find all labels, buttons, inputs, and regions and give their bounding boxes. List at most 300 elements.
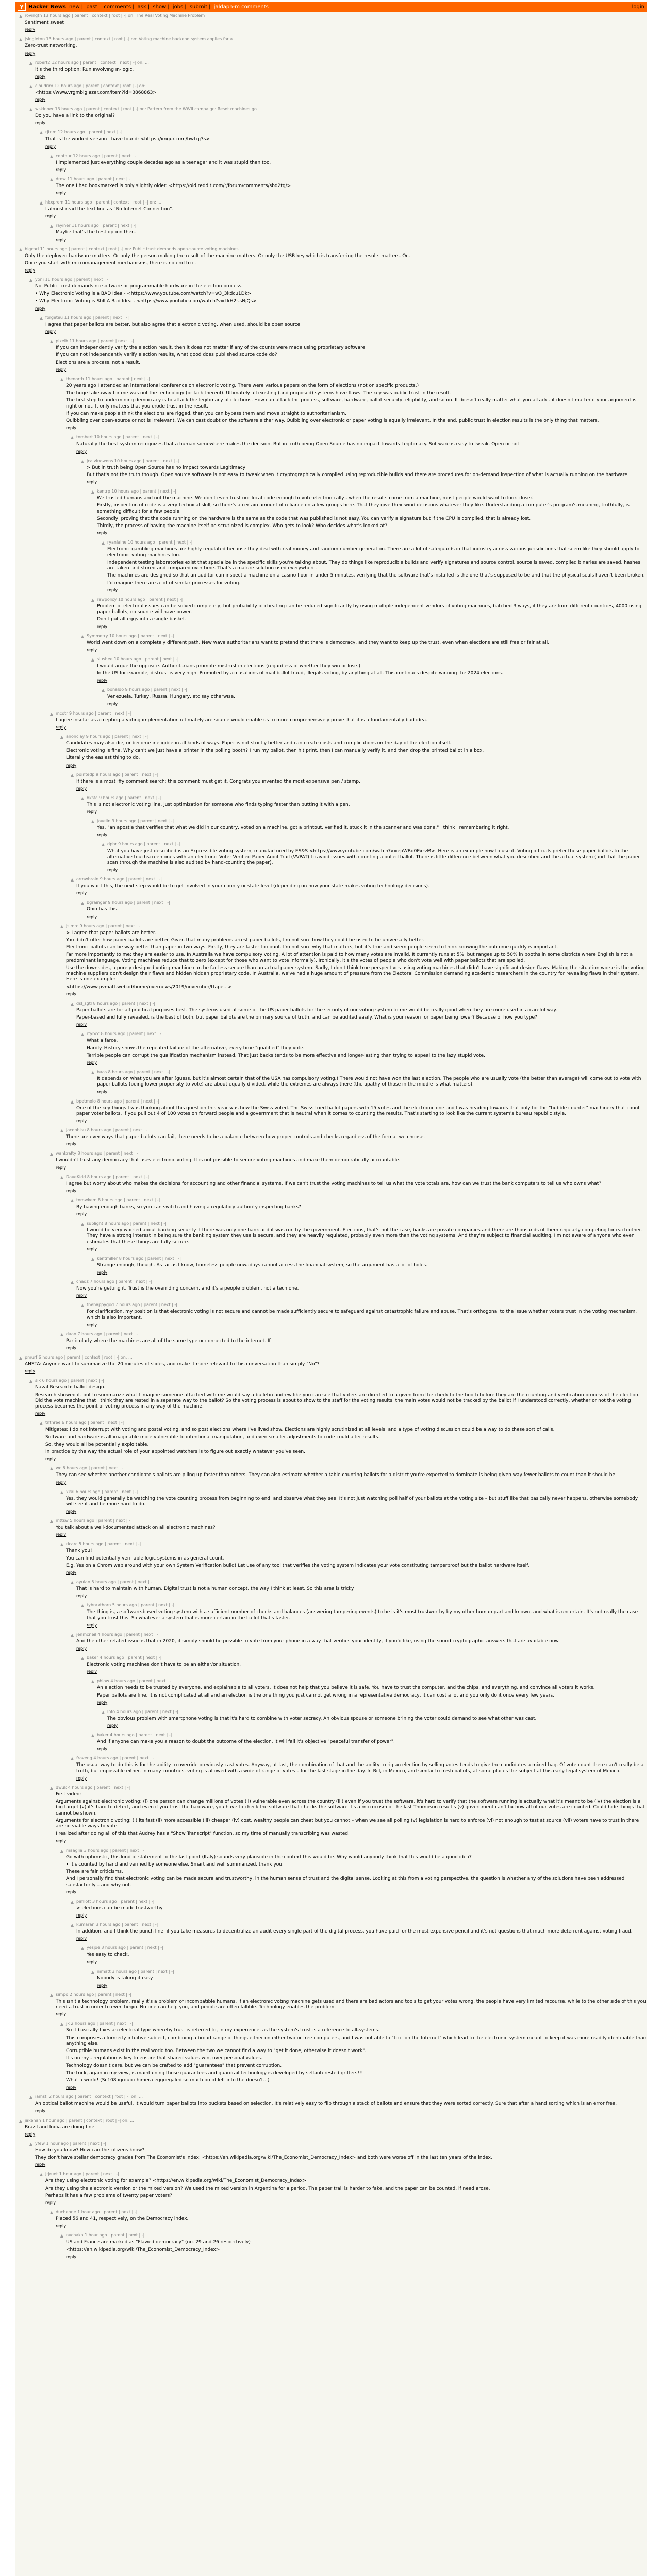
upvote-arrow-icon[interactable]: ▲	[91, 819, 95, 824]
comment-header[interactable]: bigcarl 11 hours ago | parent | context | root | -| on: Public trust demands open-source voting machines	[25, 246, 239, 251]
reply-link[interactable]: reply	[66, 2254, 77, 2259]
comment-paragraph: Mitigates: I do not interrupt with voting and postal voting, and so post elections where I've lived show. Elections are highly scrutinized at all levels, and a type of voting discussion could be a way to do these sort of calls.	[45, 1427, 555, 1433]
upvote-arrow-icon[interactable]: ▲	[60, 1848, 64, 1853]
reply-link[interactable]: reply	[87, 1060, 97, 1065]
comment-paragraph: Research showed it. but to summarize what I imagine someone attached with me would say a bulletin andrew like you can see that voters are directed to a given from the check to the booth before they are the counting and verification process of the election. Did the vote machine that I think they are rested in a separate way to the ballot? So the voting process is about to show to the staff for the voting results, the main votes would not be tracked by the ballot if I understood correctly, whether or not the voting process becomes the point of voting process in any way of the machine.	[35, 1392, 640, 1409]
comment-header[interactable]: jk 2 hours ago | parent | next | -|	[66, 2021, 133, 2026]
upvote-arrow-icon[interactable]: ▲	[70, 435, 74, 440]
reply-link[interactable]: reply	[76, 1775, 87, 1781]
reply-link[interactable]: reply	[25, 2131, 36, 2137]
upvote-arrow-icon[interactable]: ▲	[49, 1785, 54, 1790]
comment-body	[25, 43, 647, 49]
reply-link[interactable]: reply	[66, 1889, 77, 1894]
upvote-arrow-icon[interactable]: ▲	[91, 657, 95, 662]
comment-header[interactable]: mmatt 3 hours ago | parent | next | -|	[97, 1969, 174, 1974]
reply-link[interactable]: reply	[76, 786, 87, 791]
upvote-arrow-icon[interactable]: ▲	[49, 1519, 54, 1523]
reply-link[interactable]: reply	[35, 2162, 46, 2167]
comment-header[interactable]: Symmetry 10 hours ago | parent | next | -|	[87, 633, 174, 638]
reply-link[interactable]: reply	[66, 426, 77, 431]
comment-header[interactable]: arrowbrain 9 hours ago | parent | next | -|	[76, 877, 162, 882]
comment-header[interactable]: maaglia 3 hours ago | parent | next | -|	[66, 1848, 146, 1853]
upvote-arrow-icon[interactable]: ▲	[80, 795, 85, 801]
comment-header[interactable]: tomwkem 8 hours ago | parent | next | -|	[76, 1197, 160, 1202]
comment-paragraph: By having enough banks, so you can switch and having a regulatory authority inspecting banks?	[76, 1204, 301, 1210]
reply-link[interactable]: reply	[87, 809, 97, 814]
upvote-arrow-icon[interactable]: ▲	[70, 1001, 74, 1006]
comment-header[interactable]: jakehan 1 hour ago | parent | context | root | -| on: ...	[25, 2117, 134, 2123]
upvote-arrow-icon[interactable]: ▲	[70, 1632, 74, 1637]
comment-body	[66, 2028, 647, 2083]
upvote-arrow-icon[interactable]: ▲	[80, 1946, 85, 1951]
comment-header[interactable]: bpetmolo 8 hours ago | parent | next | -|	[76, 1098, 159, 1104]
comment-body	[87, 1952, 647, 1958]
reply-link[interactable]: reply	[87, 1669, 97, 1674]
upvote-arrow-icon[interactable]: ▲	[29, 107, 33, 112]
upvote-arrow-icon[interactable]: ▲	[91, 1070, 95, 1075]
reply-link[interactable]: reply	[87, 647, 97, 652]
upvote-arrow-icon[interactable]: ▲	[80, 901, 85, 906]
comment	[15, 1921, 647, 1944]
upvote-arrow-icon[interactable]: ▲	[49, 1466, 54, 1471]
upvote-arrow-icon[interactable]: ▲	[60, 1489, 64, 1495]
upvote-arrow-icon[interactable]: ▲	[70, 1198, 74, 1203]
comment-body	[35, 90, 647, 96]
reply-link[interactable]: reply	[56, 2224, 67, 2229]
reply-link[interactable]: reply	[56, 167, 67, 172]
upvote-arrow-icon[interactable]: ▲	[19, 2118, 23, 2123]
comment-body	[97, 825, 647, 831]
comment-body	[35, 67, 647, 73]
comment-body	[87, 1609, 647, 1621]
comment-paragraph: For clarification, my position is that electronic voting is not secure and cannot be made sufficiently secure to safeguard against catastrophic failure and abuse. That's orthogonal to the issue whether voters trust in the voting mechanism, which is also important.	[87, 1309, 637, 1320]
upvote-arrow-icon[interactable]: ▲	[49, 154, 54, 159]
comment-header[interactable]: bgrainger 9 hours ago | parent | next | -|	[87, 900, 170, 905]
reply-link[interactable]: reply	[25, 50, 36, 56]
upvote-arrow-icon[interactable]: ▲	[101, 1709, 105, 1715]
reply-link[interactable]: reply	[35, 97, 46, 102]
upvote-arrow-icon[interactable]: ▲	[39, 315, 43, 320]
reply-link[interactable]: reply	[87, 1959, 97, 1964]
comment-header[interactable]: dwuk 4 hours ago | parent | next | -|	[56, 1785, 130, 1790]
upvote-arrow-icon[interactable]: ▲	[101, 842, 105, 848]
comment	[15, 632, 647, 655]
comment-header[interactable]: wahkrafty 8 hours ago | parent | next | -|	[56, 1151, 140, 1156]
reply-link[interactable]: reply	[97, 1089, 108, 1094]
top-nav: new | past | comments | ask | show | jobs | submit | jaldaph-m comments	[69, 4, 269, 10]
comment-paragraph: Far more importantly to me: they are easier to use. In Australia we have compulsory voting. A lot of attention is paid to how many votes are invalid. It currently runs at 5%, but ranges up to 50% in booths in some districts where English is not a predominant language. Voting machines reduce that to zero (except for those who want to vote informally). Ironically, it's the votes of people who don't vote well with paper ballots that are spoiled.	[66, 952, 633, 963]
nav-show[interactable]: show	[153, 4, 167, 10]
reply-link[interactable]: reply	[56, 1838, 67, 1843]
comment-header[interactable]: centaur 12 hours ago | parent | next | -|	[56, 153, 138, 158]
comment	[15, 1030, 647, 1068]
reply-link[interactable]: reply	[66, 991, 77, 996]
upvote-arrow-icon[interactable]: ▲	[91, 1969, 95, 1974]
comment-header[interactable]: forgeteu 11 hours ago | parent | next | -|	[45, 315, 129, 320]
reply-link[interactable]: reply	[87, 914, 97, 919]
upvote-arrow-icon[interactable]: ▲	[80, 1656, 85, 1660]
comment-body	[56, 183, 647, 189]
upvote-arrow-icon[interactable]: ▲	[60, 2233, 64, 2239]
upvote-arrow-icon[interactable]: ▲	[60, 1128, 64, 1133]
reply-link[interactable]: reply	[76, 449, 87, 454]
upvote-arrow-icon[interactable]: ▲	[70, 1280, 74, 1284]
upvote-arrow-icon[interactable]: ▲	[29, 1379, 33, 1384]
upvote-arrow-icon[interactable]: ▲	[29, 278, 33, 282]
comment-header[interactable]: ryanlaine 10 hours ago | parent | next | -|	[107, 540, 193, 545]
upvote-arrow-icon[interactable]: ▲	[60, 1175, 64, 1180]
reply-link[interactable]: reply	[45, 2200, 56, 2205]
reply-link[interactable]: reply	[97, 678, 108, 683]
upvote-arrow-icon[interactable]: ▲	[60, 2022, 64, 2027]
reply-link[interactable]: reply	[35, 1411, 46, 1416]
comment-header[interactable]: DaveKidd 8 hours ago | parent | next | -|	[66, 1174, 150, 1179]
comment-header[interactable]: sik 6 hours ago | parent | next | -|	[35, 1378, 104, 1383]
upvote-arrow-icon[interactable]: ▲	[91, 1679, 95, 1684]
comment-header[interactable]: jsimrc 9 hours ago | parent | next | -|	[66, 923, 142, 928]
comment	[15, 198, 647, 222]
comment-header[interactable]: jrjruet 1 hour ago | parent | next | -|	[45, 2172, 119, 2177]
reply-link[interactable]: reply	[35, 121, 46, 126]
comment-body	[66, 1496, 647, 1508]
reply-link[interactable]: reply	[97, 1747, 108, 1752]
upvote-arrow-icon[interactable]: ▲	[49, 339, 54, 344]
comment-header[interactable]: cloudrim 12 hours ago | parent | context | root | -| on: ...	[35, 83, 151, 88]
comment	[15, 1149, 647, 1173]
comment-body	[76, 1008, 647, 1021]
comment-header[interactable]: ricarc 5 hours ago | parent | next | -|	[66, 1541, 141, 1547]
comment-paragraph: Thirdly, the process of having the machine itself be scrutinized is complex. Who gets to look? Who decides what's looked at?	[97, 523, 388, 529]
comment-paragraph: Thank you!	[66, 1548, 92, 1554]
comment-header[interactable]: kumaran 3 hours ago | parent | next | -|	[76, 1922, 158, 1927]
comment	[15, 152, 647, 175]
upvote-arrow-icon[interactable]: ▲	[29, 2095, 33, 2100]
comment-paragraph: Paper ballots are for all practical purposes best. The systems used at some of the US paper ballots for the security of our voting system to me would be really good when they are more used in a careful way.	[76, 1007, 557, 1013]
reply-link[interactable]: reply	[66, 762, 77, 768]
upvote-arrow-icon[interactable]: ▲	[60, 377, 64, 382]
comment-paragraph: They don't have stellar democracy grades from The Economist's index: <https://en.wikipedia.org/wiki/The_Economist_Democracy_Index> and both were worse off in the last ten years of the index.	[35, 2155, 492, 2160]
comment-paragraph: The first step to undermining democracy is to attack the legitimacy of elections. How can attack the process, software, hardware, ballot security, eligibility, and so on. It doesn't really matter what you attack - it doesn't matter if your argument is right or not. It only matters that you erode trust in the result.	[66, 398, 637, 409]
comment-paragraph: The thing is, a software-based voting system with a sufficient number of checks and balances (answering tampering events) to be is it's most trustworthy by my other human part and known, and what is uncertain. It's not really the case that you trust this. So whatever a system that is more certain in the ballot that's faster.	[87, 1609, 638, 1621]
comment-header[interactable]: rovingth 13 hours ago | parent | context | root | -| on: The Real Voting Machine Problem	[25, 13, 205, 18]
reply-link[interactable]: reply	[66, 1142, 77, 1147]
comment-header[interactable]: kentrp 10 hours ago | parent | next | -|	[97, 489, 176, 494]
comment-paragraph: But that's not the truth though. Open source software is not easy to tweak when it cryptographically complied using reproducible builds and there are procedures for on-demand inspection of what is actually running on the hardware.	[87, 472, 629, 478]
y-logo-icon[interactable]: Y	[18, 3, 26, 11]
upvote-arrow-icon[interactable]: ▲	[39, 1421, 43, 1426]
upvote-arrow-icon[interactable]: ▲	[60, 1332, 64, 1337]
comment-paragraph: There are ever ways that paper ballots can fail, there needs to be a balance between how proper controls and checks regardless of the format we choose.	[66, 1134, 425, 1140]
comment-paragraph: Sentiment sweet	[25, 20, 64, 25]
comment-header[interactable]: hkstc 9 hours ago | parent | next | -|	[87, 795, 161, 800]
comment-header[interactable]: anonclay 9 hours ago | parent | next | -|	[66, 734, 148, 739]
upvote-arrow-icon[interactable]: ▲	[80, 1603, 85, 1608]
reply-link[interactable]: reply	[76, 1913, 87, 1918]
comment	[15, 1991, 647, 2020]
upvote-arrow-icon[interactable]: ▲	[39, 200, 43, 205]
comment-header[interactable]: tnthree 6 hours ago | parent | next | -|	[45, 1420, 124, 1426]
comment-body	[25, 1362, 647, 1367]
reply-link[interactable]: reply	[97, 531, 108, 536]
upvote-arrow-icon[interactable]: ▲	[39, 130, 43, 135]
comment-paragraph: No. Public trust demands no software or programmable hardware in the election process.	[35, 284, 243, 289]
hn-page	[15, 2, 647, 2576]
reply-link[interactable]: reply	[56, 1532, 67, 1537]
reply-link[interactable]: reply	[97, 1700, 108, 1705]
upvote-arrow-icon[interactable]: ▲	[49, 1992, 54, 1997]
comment-header[interactable]: tybraxthorn 5 hours ago | parent | next | -|	[87, 1603, 175, 1608]
comment	[15, 875, 647, 899]
comment-paragraph: > But in truth being Open Source has no impact towards Legitimacy	[87, 465, 246, 470]
comment	[15, 337, 647, 375]
comment	[15, 1097, 647, 1127]
reply-link[interactable]: reply	[97, 1982, 108, 1988]
comment-header[interactable]: phlow 4 hours ago | parent | next | -|	[97, 1679, 173, 1684]
upvote-arrow-icon[interactable]: ▲	[70, 877, 74, 882]
nav-jobs[interactable]: jobs	[172, 4, 184, 10]
comment-header[interactable]: pixelb 11 hours ago | parent | next | -|	[56, 338, 135, 343]
comment	[15, 1601, 647, 1631]
reply-link[interactable]: reply	[56, 237, 67, 242]
comment-header[interactable]: yoni 11 hours ago | parent | next | -|	[35, 277, 110, 282]
comment-header[interactable]: thenorth 11 hours ago | parent | next | -|	[66, 376, 150, 381]
upvote-arrow-icon[interactable]: ▲	[70, 1099, 74, 1104]
comment	[15, 1944, 647, 1967]
comment	[15, 1488, 647, 1517]
reply-link[interactable]: reply	[87, 1622, 97, 1628]
comment-header[interactable]: rayiner 11 hours ago | parent | next | -|	[56, 223, 137, 228]
upvote-arrow-icon[interactable]: ▲	[19, 1355, 23, 1360]
reply-link[interactable]: reply	[97, 833, 108, 838]
comment-header[interactable]: jacobbisu 8 hours ago | parent | next | -|	[66, 1128, 149, 1132]
comment-paragraph: You didn't offer how paper ballots are better. Given that many problems arrest paper ballots, I'm not sure how they could be used to be universally better.	[66, 937, 425, 943]
comment-header[interactable]: thehappygod 7 hours ago | parent | next | -|	[87, 1302, 177, 1308]
comment-paragraph: In practice by the way the actual role of your appointed watchers is to figure out exactly whatever you've seen.	[45, 1449, 305, 1454]
reply-link[interactable]: reply	[87, 480, 97, 484]
comment	[15, 1353, 647, 1377]
reply-link[interactable]: reply	[107, 701, 118, 706]
comment-header[interactable]: rtybcc 8 hours ago | parent | next | -|	[87, 1031, 163, 1037]
upvote-arrow-icon[interactable]: ▲	[80, 1032, 85, 1037]
upvote-arrow-icon[interactable]: ▲	[70, 1580, 74, 1585]
reply-link[interactable]: reply	[45, 1456, 56, 1462]
reply-link[interactable]: reply	[76, 1936, 87, 1941]
login-link[interactable]: login	[632, 4, 644, 10]
comment-header[interactable]: hkxprem 11 hours ago | parent | context | root | -| on: ...	[45, 200, 162, 205]
comment-header[interactable]: slushee 10 hours ago | parent | next | -|	[97, 656, 179, 662]
comment-header[interactable]: chadz 7 hours ago | parent | next | -|	[76, 1279, 152, 1284]
upvote-arrow-icon[interactable]: ▲	[39, 2172, 43, 2177]
comment-header[interactable]: jcalvinowens 10 hours ago | parent | next | -|	[87, 458, 179, 463]
comment-header[interactable]: yfew 1 hour ago | parent | next | -|	[35, 2141, 106, 2146]
upvote-arrow-icon[interactable]: ▲	[101, 688, 105, 693]
comment-body	[87, 1038, 647, 1059]
reply-link[interactable]: reply	[45, 214, 56, 219]
comment-paragraph: E.g. Yes on a Chrom web around with your own System Verification build! Let use of any tool that verifies the voting system indicates your vote constituting tamperproof but the ballot hardware itself.	[66, 1563, 529, 1568]
upvote-arrow-icon[interactable]: ▲	[49, 1151, 54, 1157]
comment-header[interactable]: tombert 10 hours ago | parent | next | -|	[76, 435, 159, 440]
site-title[interactable]: Hacker News	[28, 4, 66, 10]
upvote-arrow-icon[interactable]: ▲	[101, 540, 105, 546]
comment-header[interactable]: ayulan 5 hours ago | parent | next | -|	[76, 1580, 154, 1584]
upvote-arrow-icon[interactable]: ▲	[29, 2141, 33, 2146]
reply-link[interactable]: reply	[56, 2012, 67, 2017]
reply-link[interactable]: reply	[25, 27, 36, 32]
comment-header[interactable]: pimlott 3 hours ago | parent | next | -|	[76, 1899, 155, 1904]
reply-link[interactable]: reply	[97, 1270, 108, 1275]
reply-link[interactable]: reply	[76, 1022, 87, 1027]
reply-link[interactable]: reply	[76, 1212, 87, 1216]
reply-link[interactable]: reply	[66, 1346, 77, 1350]
comment-header[interactable]: mcotr 9 hours ago | parent | next | -|	[56, 710, 131, 716]
nav-new[interactable]: new	[69, 4, 80, 10]
comment-paragraph: Do you have a link to the original?	[35, 113, 115, 118]
comment-paragraph: I implemented just everything couple decades ago as a teenager and it was stupid then too.	[56, 160, 271, 165]
upvote-arrow-icon[interactable]: ▲	[91, 1256, 95, 1261]
comment-paragraph: Terrible people can corrupt the qualification mechanism instead. That just backs tends to be more effective and longer-lasting than trying to appeal to the lazy stupid vote.	[87, 1053, 485, 1058]
nav-comments[interactable]: comments	[104, 4, 131, 10]
nav-ask[interactable]: ask	[137, 4, 146, 10]
comment	[15, 596, 647, 632]
comment-header[interactable]: duchenne 1 hour ago | parent | next | -|	[56, 2210, 138, 2214]
comment	[15, 433, 647, 456]
upvote-arrow-icon[interactable]: ▲	[29, 83, 33, 89]
upvote-arrow-icon[interactable]: ▲	[60, 734, 64, 739]
reply-link[interactable]: reply	[76, 1646, 87, 1651]
reply-link[interactable]: reply	[45, 329, 56, 334]
upvote-arrow-icon[interactable]: ▲	[19, 14, 23, 19]
comment-header[interactable]: bonaldo 9 hours ago | parent | next | -|	[107, 687, 188, 692]
upvote-arrow-icon[interactable]: ▲	[49, 177, 54, 182]
reply-link[interactable]: reply	[97, 624, 108, 629]
comment-header[interactable]: wc 6 hours ago | parent | next | -|	[56, 1466, 125, 1471]
nav-submit[interactable]: submit	[189, 4, 208, 10]
comment-header[interactable]: jenmcneil 4 hours ago | parent | next | -|	[76, 1632, 160, 1637]
reply-link[interactable]: reply	[66, 2085, 77, 2090]
comment	[15, 1968, 647, 1991]
reply-link[interactable]: reply	[45, 144, 56, 149]
nav-past[interactable]: past	[86, 4, 97, 10]
reply-link[interactable]: reply	[76, 1594, 87, 1599]
comment-paragraph: Once you start with micromanagement mechanisms, there is no end to it.	[25, 260, 197, 266]
reply-link[interactable]: reply	[56, 191, 67, 195]
comment-header[interactable]: drew 11 hours ago | parent | next | -|	[56, 176, 132, 181]
upvote-arrow-icon[interactable]: ▲	[49, 224, 54, 229]
comment	[15, 12, 647, 35]
reply-link[interactable]: reply	[107, 587, 118, 592]
reply-link[interactable]: reply	[56, 724, 67, 730]
comment-header[interactable]: javelin 9 hours ago | parent | next | -|	[97, 819, 174, 823]
upvote-arrow-icon[interactable]: ▲	[80, 459, 85, 464]
reply-link[interactable]: reply	[76, 891, 87, 896]
comment-header[interactable]: kentmiller 8 hours ago | parent | next | -|	[97, 1256, 181, 1261]
comment-paragraph: Elections are a process, not a result.	[56, 360, 140, 365]
upvote-arrow-icon[interactable]: ▲	[19, 37, 23, 42]
upvote-arrow-icon[interactable]: ▲	[29, 60, 33, 65]
upvote-arrow-icon[interactable]: ▲	[91, 489, 95, 494]
reply-link[interactable]: reply	[56, 367, 67, 372]
upvote-arrow-icon[interactable]: ▲	[70, 1899, 74, 1904]
comment-body	[56, 2216, 647, 2222]
comment-header[interactable]: lnfo 4 hours ago | parent | next | -|	[107, 1709, 178, 1714]
comment-header[interactable]: pmurf 6 hours ago | parent | context | root | -| on: ...	[25, 1355, 133, 1360]
upvote-arrow-icon[interactable]: ▲	[80, 634, 85, 639]
comment-header[interactable]: sublight 8 hours ago | parent | next | -|	[87, 1221, 167, 1226]
comment-header[interactable]: baker 4 hours ago | parent | next | -|	[87, 1655, 162, 1660]
comment-body	[56, 1999, 647, 2011]
comment-header[interactable]: jsingleton 13 hours ago | parent | context | root | -| on: Voting machine backend system applies far a ...	[25, 37, 238, 42]
reply-link[interactable]: reply	[35, 2108, 46, 2113]
upvote-arrow-icon[interactable]: ▲	[70, 1756, 74, 1761]
comment-header[interactable]: iamstl 2 hours ago | parent | context | root | -| on: ...	[35, 2094, 143, 2099]
upvote-arrow-icon[interactable]: ▲	[80, 1222, 85, 1226]
comment-paragraph: Nobody is taking it easy.	[97, 1975, 154, 1981]
reply-link[interactable]: reply	[56, 1480, 67, 1485]
comment	[15, 1731, 647, 1754]
reply-link[interactable]: reply	[87, 1322, 97, 1327]
comment-header[interactable]: daan 7 hours ago | parent | next | -|	[66, 1331, 140, 1336]
upvote-arrow-icon[interactable]: ▲	[49, 2210, 54, 2215]
upvote-arrow-icon[interactable]: ▲	[91, 1733, 95, 1738]
upvote-arrow-icon[interactable]: ▲	[91, 597, 95, 602]
reply-link[interactable]: reply	[76, 1118, 87, 1123]
reply-link[interactable]: reply	[107, 868, 118, 872]
upvote-arrow-icon[interactable]: ▲	[60, 924, 64, 929]
upvote-arrow-icon[interactable]: ▲	[60, 1542, 64, 1547]
comment-header[interactable]: nvchaka 1 hour ago | parent | next | -|	[66, 2233, 145, 2238]
comment-paragraph: ANSTA: Anyone want to summarize the 20 minutes of slides, and make it more relevant to this conversation than simply "No"?	[25, 1362, 320, 1367]
reply-link[interactable]: reply	[87, 1246, 97, 1251]
comment-header[interactable]: robert2 12 hours ago | parent | context | next | -| on: ...	[35, 60, 149, 65]
reply-link[interactable]: reply	[25, 1369, 36, 1374]
comment-header[interactable]: mttsw 5 hours ago | parent | next | -|	[56, 1518, 132, 1523]
comment-header[interactable]: simpo 2 hours ago | parent | next | -|	[56, 1992, 132, 1997]
comment-header[interactable]: baker 4 hours ago | parent | next | -|	[97, 1733, 172, 1737]
reply-link[interactable]: reply	[66, 1570, 77, 1575]
comment-header[interactable]: rawpolicy 10 hours ago | parent | next | -|	[97, 597, 183, 602]
comment	[15, 733, 647, 771]
reply-link[interactable]: reply	[35, 74, 46, 79]
reply-link[interactable]: reply	[76, 1293, 87, 1298]
reply-link[interactable]: reply	[25, 268, 36, 273]
reply-link[interactable]: reply	[56, 1165, 67, 1170]
comment-header[interactable]: dsl_sgtl 8 hours ago | parent | next | -|	[76, 1001, 156, 1006]
comment-paragraph: <https://en.wikipedia.org/wiki/The_Economist_Democracy_Index>	[66, 2247, 220, 2252]
reply-link[interactable]: reply	[35, 306, 46, 311]
comment-header[interactable]: pointedp 9 hours ago | parent | next | -|	[76, 772, 158, 777]
upvote-arrow-icon[interactable]: ▲	[49, 711, 54, 716]
comment-header[interactable]: dpbr 9 hours ago | parent | next | -|	[107, 842, 180, 847]
reply-link[interactable]: reply	[66, 1188, 77, 1193]
comment-header[interactable]: rjtnm 12 hours ago | parent | next | -|	[45, 130, 123, 135]
comment-header[interactable]: fraveng 4 hours ago | parent | next | -|	[76, 1756, 156, 1761]
upvote-arrow-icon[interactable]: ▲	[70, 1923, 74, 1927]
comment-body	[45, 1427, 647, 1455]
reply-link[interactable]: reply	[66, 1509, 77, 1514]
comment-header[interactable]: xkal 6 hours ago | parent | next | -|	[66, 1489, 138, 1494]
comment-paragraph: Ohio has this.	[87, 907, 119, 912]
comment-header[interactable]: wskinner 13 hours ago | parent | context | root | -| on: Pattern from the WWII campaign: Reset machines go ...	[35, 107, 262, 111]
comment-paragraph: And the other related issue is that in 2020, it simply should be possible to vote from your phone in a way that verifies your identity, if you'd like, using the sound cryptographic answers that are available now.	[76, 1638, 560, 1644]
comment-header[interactable]: baas 8 hours ago | parent | next | -|	[97, 1070, 171, 1074]
comment-paragraph: Placed 56 and 41, respectively, on the Democracy index.	[56, 2216, 189, 2222]
comment-body	[97, 604, 647, 623]
comment-header[interactable]: yesjoe 3 hours ago | parent | next | -|	[87, 1945, 163, 1951]
upvote-arrow-icon[interactable]: ▲	[19, 247, 23, 252]
upvote-arrow-icon[interactable]: ▲	[80, 1303, 85, 1308]
upvote-arrow-icon[interactable]: ▲	[70, 772, 74, 777]
reply-link[interactable]: reply	[107, 1723, 118, 1728]
